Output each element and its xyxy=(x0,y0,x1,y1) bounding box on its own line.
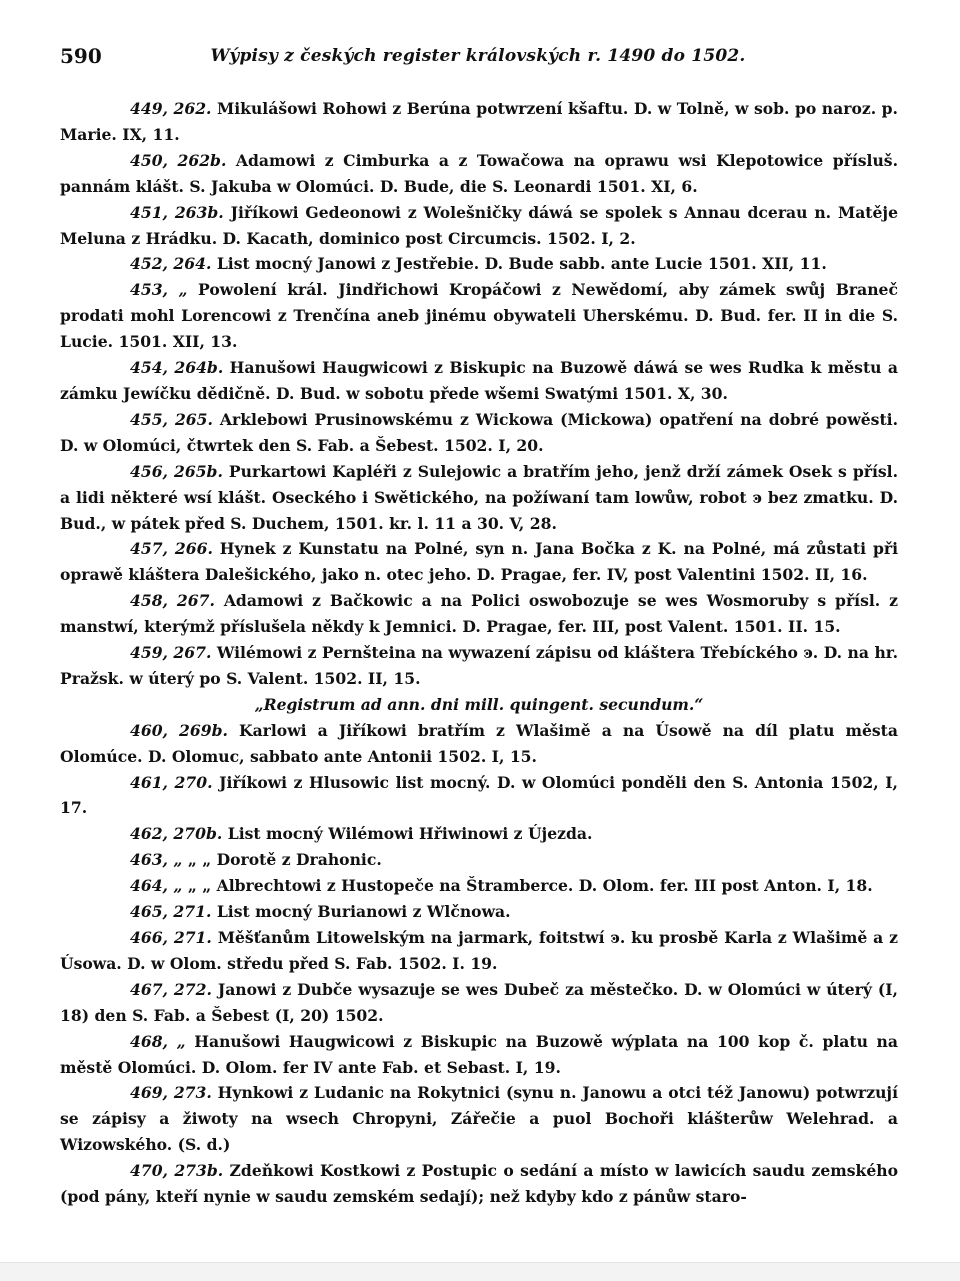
entry-number: 464, „ xyxy=(130,876,183,896)
entry-number: 462, 270b. xyxy=(130,824,223,844)
register-entry xyxy=(60,770,898,822)
entry-text: Powolení král. Jindřichowi Kropáčowi z Newědomí, aby zámek swůj Braneč prodati mohl Lorencowi z Trenčína aneb jinému obywateli Uherskému. D. Bud. fer. II in die S. Lucie. 1501. XII, 13. xyxy=(60,280,898,352)
entry-number: 463, „ xyxy=(130,850,183,870)
entry-number: 457, 266. xyxy=(130,539,213,559)
entry-text: „ „ Dorotě z Drahonic. xyxy=(187,850,382,870)
entry-text: Hanušowi Haugwicowi z Biskupic na Buzowě wýplata na 100 kop č. platu na městě Olomúci. D. Olom. fer IV ante Fab. et Sebast. I, 19. xyxy=(60,1031,898,1077)
entry-text: List mocný Burianowi z Wlčnowa. xyxy=(216,902,511,922)
entry-text: Adamowi z Cimburka a z Towačowa na oprawu wsi Klepotowice přísluš. pannám klášt. S. Jakuba w Olomúci. D. Bude, die S. Leonardi 1501. XI, 6. xyxy=(60,150,898,196)
entry-number: 454, 264b. xyxy=(130,358,224,378)
register-entry xyxy=(60,277,898,355)
entry-number: 453, „ xyxy=(130,280,188,300)
entry-number: 450, 262b. xyxy=(130,150,227,170)
register-entry xyxy=(60,96,898,148)
register-entry xyxy=(60,640,898,692)
register-entry xyxy=(60,977,898,1029)
entry-number: 458, 267. xyxy=(130,591,215,611)
register-entry xyxy=(60,821,898,847)
entry-number: 461, 270. xyxy=(130,772,213,792)
entry-text: Hynek z Kunstatu na Polné, syn n. Jana Bočka z K. na Polné, má zůstati při oprawě kláštera Dalešického, jako n. otec jeho. D. Pragae, fer. IV, post Valentini 1502. II, 16. xyxy=(60,539,898,585)
entry-text: Janowi z Dubče wysazuje se wes Dubeč za městečko. D. w Olomúci w úterý (I, 18) den S. Fab. a Šebest (I, 20) 1502. xyxy=(60,979,898,1025)
entry-text: Jiříkowi Gedeonowi z Wolešničky dáwá se spolek s Annau dcerau n. Matěje Meluna z Hrádku. D. Kacath, dominico post Circumcis. 1502. I, 2. xyxy=(60,202,898,248)
entries-after-heading xyxy=(60,718,898,1210)
entry-text: „ „ Albrechtowi z Hustopeče na Štramberce. D. Olom. fer. III post Anton. I, 18. xyxy=(187,876,873,896)
entry-text: Hynkowi z Ludanic na Rokytnici (synu n. Janowu a otci též Janowu) potwrzují se zápisy a žiwoty na wsech Chropyni, Zářečie a puol Bochoři klášterůw Welehrad. a Wizowského. (S. d.) xyxy=(60,1083,898,1155)
register-entry xyxy=(60,1158,898,1210)
section-heading: „Registrum ad ann. dni mill. quingent. secundum.“ xyxy=(254,694,704,714)
entry-text: Arklebowi Prusinowskému z Wickowa (Mickowa) opatření na dobré powěsti. D. w Olomúci, čtwrtek den S. Fab. a Šebest. 1502. I, 20. xyxy=(60,409,898,455)
entry-text: Měšťanům Litowelským na jarmark, foitstwí ꜿ. ku prosbě Karla z Wlašimě a z Úsowa. D. w Olom. středu před S. Fab. 1502. I. 19. xyxy=(60,928,898,973)
entry-number: 452, 264. xyxy=(130,254,212,274)
entries-before-heading xyxy=(60,96,898,692)
entry-number: 469, 273. xyxy=(130,1083,212,1103)
entry-number: 460, 269b. xyxy=(130,720,228,740)
page-number: 590 xyxy=(60,44,102,68)
entry-number: 451, 263b. xyxy=(130,202,224,222)
entry-number: 465, 271. xyxy=(130,902,212,922)
register-entry xyxy=(60,407,898,459)
entry-text: Purkartowi Kapléři z Sulejowic a bratřím jeho, jenž drží zámek Osek s přísl. a lidi některé wsí klášt. Oseckého i Swětického, na požíwaní tam lowůw, robot ꜿ bez zmatku. D. Bud., w pátek před S. Duchem, 1501. kr. l. 11 a 30. V, 28. xyxy=(60,461,899,533)
register-entry xyxy=(60,200,898,252)
entry-number: 456, 265b. xyxy=(130,461,223,481)
entry-number: 470, 273b. xyxy=(130,1161,224,1181)
register-entry xyxy=(60,873,898,899)
entry-number: 459, 267. xyxy=(130,643,212,663)
entry-text: List mocný Janowi z Jestřebie. D. Bude sabb. ante Lucie 1501. XII, 11. xyxy=(216,254,827,274)
entry-number: 468, „ xyxy=(130,1031,186,1051)
entry-number: 467, 272. xyxy=(130,979,212,999)
entry-number: 466, 271. xyxy=(130,928,212,947)
register-entry xyxy=(60,1080,898,1158)
entry-text: Wilémowi z Pernšteina na wywazení zápisu od kláštera Třebíckého ꜿ. D. na hr. Pražsk. w úterý po S. Valent. 1502. II, 15. xyxy=(60,643,899,688)
register-entries xyxy=(60,96,898,1210)
entry-text: List mocný Wilémowi Hřiwinowi z Újezda. xyxy=(227,824,593,844)
register-entry xyxy=(60,718,898,770)
entry-text: Mikulášowi Rohowi z Berúna potwrzení kšaftu. D. w Tolně, w sob. po naroz. p. Marie. IX, 11. xyxy=(60,99,898,144)
register-entry xyxy=(60,148,898,200)
entry-text: Jiříkowi z Hlusowic list mocný. D. w Olomúci ponděli den S. Antonia 1502, I, 17. xyxy=(60,772,898,818)
register-entry xyxy=(60,925,898,977)
register-entry xyxy=(60,355,898,407)
entry-number: 449, 262. xyxy=(130,99,212,118)
register-entry xyxy=(60,459,898,537)
entry-text: Karlowi a Jiříkowi bratřím z Wlašimě a na Úsowě na díl platu města Olomúce. D. Olomuc, sabbato ante Antonii 1502. I, 15. xyxy=(60,720,898,766)
entry-text: Hanušowi Haugwicowi z Biskupic na Buzowě dáwá se wes Rudka k městu a zámku Jewíčku dědičně. D. Bud. w sobotu přede wšemi Swatými 1501. X, 30. xyxy=(60,358,898,403)
register-entry xyxy=(60,847,898,873)
page-header xyxy=(60,44,896,78)
entry-number: 455, 265. xyxy=(130,409,213,429)
page-bottom-edge xyxy=(0,1262,960,1281)
register-entry xyxy=(60,899,898,925)
entry-text: Zdeňkowi Kostkowi z Postupic o sedání a místo w lawicích saudu zemského (pod pány, kteří nynie w saudu zemském sedají); než kdyby kdo z pánůw staro- xyxy=(60,1161,898,1207)
register-entry xyxy=(60,588,898,640)
register-entry xyxy=(60,1029,898,1081)
running-title: Wýpisy z českých register královských r. 1490 do 1502. xyxy=(210,46,746,66)
register-entry xyxy=(60,251,898,277)
entry-text: Adamowi z Bačkowic a na Polici oswobozuje se wes Wosmoruby s přísl. z manstwí, kterýmž příslušela někdy k Jemnici. D. Pragae, fer. III, post Valent. 1501. II. 15. xyxy=(60,591,899,637)
register-entry xyxy=(60,536,898,588)
